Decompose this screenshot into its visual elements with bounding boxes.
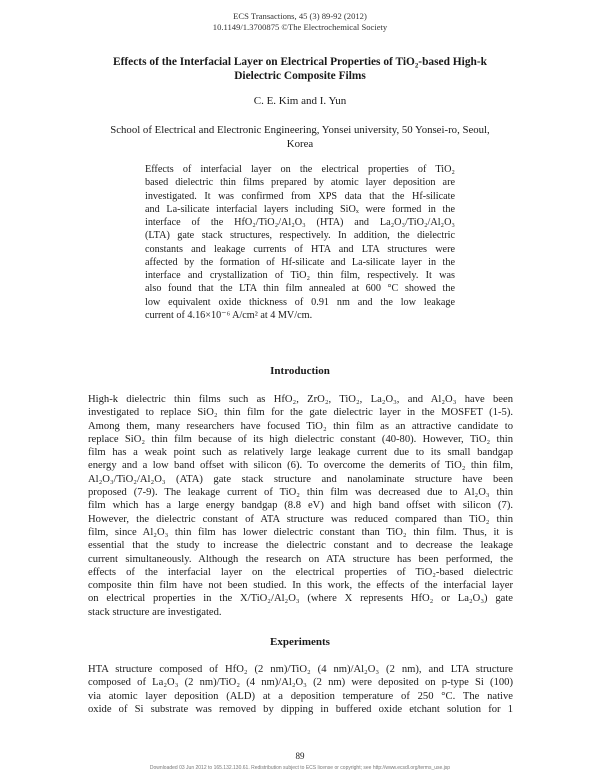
body-line: oxide of Si substrate was removed by dipping in buffered oxide etchant solution for 1 bbox=[88, 703, 513, 715]
journal-citation: ECS Transactions, 45 (3) 89-92 (2012) bbox=[233, 11, 367, 21]
body-line: Among them, many researchers have focused TiO₂ thin film as an attractive candidate to bbox=[88, 420, 513, 432]
body-line: HTA structure composed of HfO₂ (2 nm)/TiO₂ (4 nm)/Al₂O₃ (2 nm), and LTA structure bbox=[88, 664, 513, 675]
abstract-line: interface and crystallization of TiO₂ thin film, respectively. It was bbox=[145, 270, 455, 281]
body-line: replace SiO₂ thin film because of its high dielectric constant (40-80). However, TiO₂ thin bbox=[88, 433, 513, 445]
abstract-line: interface of the HfO₂/TiO₂/Al₂O₃ (HTA) and La₂O₃/TiO₂/Al₂O₃ bbox=[145, 217, 455, 228]
affiliation-line: Korea bbox=[286, 137, 314, 150]
download-footer: Downloaded 03 Jun 2012 to 165.132.130.61. Redistribution subject to ECS license or copyright; see http://www.ecsdl.org/terms_use.jsp bbox=[149, 765, 451, 771]
body-line: film which has a large energy bandgap (8.8 eV) and high band offset with silicon (7). bbox=[88, 500, 513, 512]
title-line: Effects of the Interfacial Layer on Electrical Properties of TiO₂-based High-k bbox=[113, 56, 487, 68]
authors: C. E. Kim and I. Yun bbox=[253, 95, 347, 107]
body-line: via atomic layer deposition (ALD) at a deposition temperature of 250 °C. The native bbox=[88, 690, 513, 702]
abstract-line: and La-silicate interfacial layers including SiOₓ were formed in the bbox=[145, 203, 455, 215]
body-line: However, the dielectric constant of ATA structure was reduced compared than TiO₂ thin bbox=[88, 513, 513, 525]
body-line: composite thin film have not been studied. In this work, the effects of the interfacial layer bbox=[88, 580, 513, 592]
experiments-body bbox=[88, 663, 513, 716]
introduction-heading: Introduction bbox=[270, 365, 330, 377]
abstract-line: also found that the LTA thin film annealed at 600 °C showed the bbox=[145, 283, 455, 295]
body-line: High-k dielectric thin films such as HfO₂, ZrO₂, TiO₂, La₂O₃, and Al₂O₃ have been bbox=[88, 394, 513, 405]
body-line: film has a weak point such as relatively large leakage current due to its small bandgap bbox=[88, 447, 513, 459]
body-line: energy and a low band offset with silicon (6). To overcome the demerits of TiO₂ thin film, bbox=[88, 460, 513, 472]
body-line: proposed (7-9). The leakage current of TiO₂ thin film was decreased due to Al₂O₃ thin bbox=[88, 487, 513, 499]
title-line: Dielectric Composite Films bbox=[234, 70, 366, 82]
body-line: investigated to replace SiO₂ thin film for the gate dielectric layer in the MOSFET (1-5). bbox=[88, 407, 513, 419]
abstract-line: investigated. It was confirmed from XPS data that the Hf-silicate bbox=[145, 190, 455, 202]
body-line: on electrical properties in the X/TiO₂/Al₂O₃ (where X represents HfO₂ or La₂O₃) gate bbox=[88, 593, 513, 605]
abstract-line: affected by the formation of Hf-silicate and La-silicate layer in the bbox=[145, 256, 455, 268]
body-line: Al₂O₃/TiO₂/Al₂O₃ (ATA) gate stack structure and nanolaminate structure have been bbox=[88, 473, 513, 485]
body-line: effects of the interfacial layer on the electrical properties of TiO₂-based dielectric bbox=[88, 566, 513, 578]
abstract-line: constants and leakage currents of HTA and LTA structures were bbox=[145, 243, 455, 255]
abstract-line: low equivalent oxide thickness of 0.91 nm and the low leakage bbox=[145, 296, 455, 308]
abstract-line: current of 4.16×10⁻⁶ A/cm² at 4 MV/cm. bbox=[145, 309, 313, 321]
doi-copyright: 10.1149/1.3700875 ©The Electrochemical Society bbox=[212, 22, 388, 32]
abstract-line: Effects of interfacial layer on the electrical properties of TiO₂ bbox=[145, 164, 455, 175]
abstract bbox=[145, 163, 455, 322]
body-line: film, since Al₂O₃ thin film has lower dielectric constant than TiO₂ thin film. Thus, it is bbox=[88, 526, 513, 538]
body-line: composed of La₂O₃ (2 nm)/TiO₂ (4 nm)/Al₂O₃ (2 nm) were deposited on p-type Si (100) bbox=[88, 677, 513, 689]
paper-title bbox=[80, 55, 520, 83]
page-number: 89 bbox=[295, 751, 305, 761]
experiments-heading: Experiments bbox=[270, 636, 330, 648]
introduction-body bbox=[88, 393, 513, 619]
body-line: current simultaneously. Although the research on ATA structure has been performed, the bbox=[88, 553, 513, 565]
affiliation-line: School of Electrical and Electronic Engineering, Yonsei university, 50 Yonsei-ro, Seoul, bbox=[110, 124, 490, 136]
body-line: essential that the study to increase the dielectric constant and to decrease the leakage bbox=[88, 540, 513, 552]
abstract-line: (LTA) gate stack structures, respectively. In addition, the dielectric bbox=[145, 230, 455, 242]
abstract-line: based dielectric thin films prepared by atomic layer deposition are bbox=[145, 177, 455, 189]
affiliation bbox=[90, 124, 510, 151]
body-line: stack structure are investigated. bbox=[88, 606, 222, 618]
